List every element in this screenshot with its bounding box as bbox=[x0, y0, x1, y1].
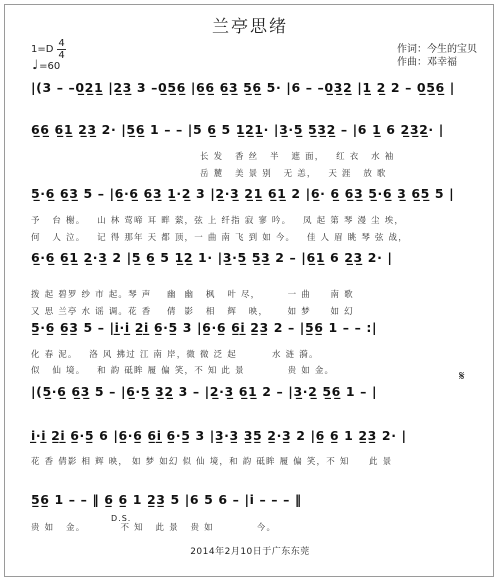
quarter-note-icon: ♩ bbox=[32, 58, 39, 73]
lyric-line-3: 予 台 榭。 山 林 莺啼 耳 畔 萦，弦 上 纤指 寂 寥 吟。 凤 起 第 琴 漫 尘 埃， bbox=[31, 216, 405, 226]
score-line-4: 6̲·6̲ 6̲1̲ 2̲·3̲ 2 |5̲ 6̲ 5 1̲2̲ 1· |3̲·5̲ 5̲3̲ 2 – |6̲1̲ 6 2̲3̲ 2· | bbox=[31, 250, 393, 265]
score-line-7: i̲·i̲ 2̲i̲ 6̲·5̲ 6 |6̲·6̲ 6̲i̲ 6̲·5̲ 3 |3̲·3̲ 3̲5̲ 2̲·3̲ 2 |6̲ 6̲ 1 2̲3̲ 2· | bbox=[31, 428, 407, 443]
lyric-line-5: 拨 起 碧罗 纱 市 起。琴 声 幽 幽 枫 叶 尽， 一 曲 南 歌 bbox=[31, 290, 354, 300]
lyric-line-1: 长 发 香 丝 半 遮 面， 红 衣 水 袖 bbox=[200, 152, 395, 162]
lyric-line-2: 岳 麓 美 景 别 无 恙， 天 涯 放 歌 bbox=[200, 169, 387, 179]
score-line-8: 5̲6̲ 1 – – ‖ 6̲ 6̲ 1 2̲3̲ 5 |6 5 6 – |i – – – ‖ bbox=[31, 492, 302, 507]
score-line-2: 6̲6̲ 6̲1̲ 2̲3̲ 2· |5̲6̲ 1 – – |5 6̲ 5 1̲2̲1̲· |3̲·5̲ 5̲3̲2̲ – |6 1̲ 6 2̲3̲2̲· | bbox=[31, 122, 444, 137]
key-signature: 1=D bbox=[31, 44, 54, 55]
lyric-line-4: 何 人 泣。 记 得 那年 天 都 顶，一 曲 南 飞 到 如 今。 佳 人 眉 眺 琴 弦 战， bbox=[31, 233, 408, 243]
song-title: 兰亭思绪 bbox=[212, 17, 288, 37]
lyricist-credit: 作词：今生的宝贝 bbox=[397, 44, 477, 55]
composer-credit: 作曲：邓幸福 bbox=[397, 57, 457, 68]
score-line-5: 5̲·6̲ 6̲3̲ 5 – |i̲·i̲ 2̲i̲ 6̲·5̲ 3 |6̲·6̲ 6̲i̲ 2̲3̲ 2 – |5̲6̲ 1 – – :| bbox=[31, 320, 378, 335]
tempo-value: =60 bbox=[39, 61, 61, 72]
score-line-6: |(5̲·6̲ 6̲3̲ 5 – |6̲·5̲ 3̲2̲ 3 – |2̲·3̲ 6̲1̲ 2 – |3̲·2̲ 5̲6̲ 1 – | bbox=[31, 384, 378, 399]
lyric-line-8: 似 仙 境。 和 韵 砥眸 履 偏 笑，不 知 此 景 贵 如 金。 bbox=[31, 366, 335, 376]
lyric-line-10: 贵 如 金。 不 知 此 景 贵 如 今。 bbox=[31, 523, 277, 533]
meter-bottom: 4 bbox=[58, 50, 65, 61]
score-line-3: 5̲·6̲ 6̲3̲ 5 – |6̲·6̲ 6̲3̲ 1̲·2̲ 3 |2̲·3̲ 2̲1̲ 6̲1̲ 2 |6̲· 6̲ 6̲3̲ 5̲·6̲ 3̲ 6̲5̲ 5 | bbox=[31, 186, 455, 201]
lyric-line-9: 花 香 倩影 相 辉 映， 如 梦 如幻 似 仙 境，和 韵 砥眸 履 偏 笑，不 知 此 景 bbox=[31, 457, 393, 467]
segno-icon: 𝄋 bbox=[459, 369, 465, 384]
footer-date: 2014年2月10日于广东东莞 bbox=[190, 547, 310, 557]
lyric-line-6: 又 思 兰亭 水 谣 调。花 香 倩 影 相 辉 映， 如 梦 如 幻 bbox=[31, 307, 354, 317]
tempo-marking bbox=[32, 58, 60, 73]
meter-top: 4 bbox=[58, 38, 65, 49]
dal-segno-mark: D.S. bbox=[111, 514, 132, 523]
score-line-1: |(3 – –0̲2̲1̲ |2̲3̲ 3 –0̲5̲6̲ |6̲6̲ 6̲3̲ 5̲6̲ 5· |6 – –0̲3̲2̲ |1̲ 2̲ 2 – 0̲5̲6̲ | bbox=[31, 80, 455, 95]
lyric-line-7: 化 春 泥。 洛 风 拂过 江 南 岸，微 微 泛 起 水 涟 漪。 bbox=[31, 350, 319, 360]
